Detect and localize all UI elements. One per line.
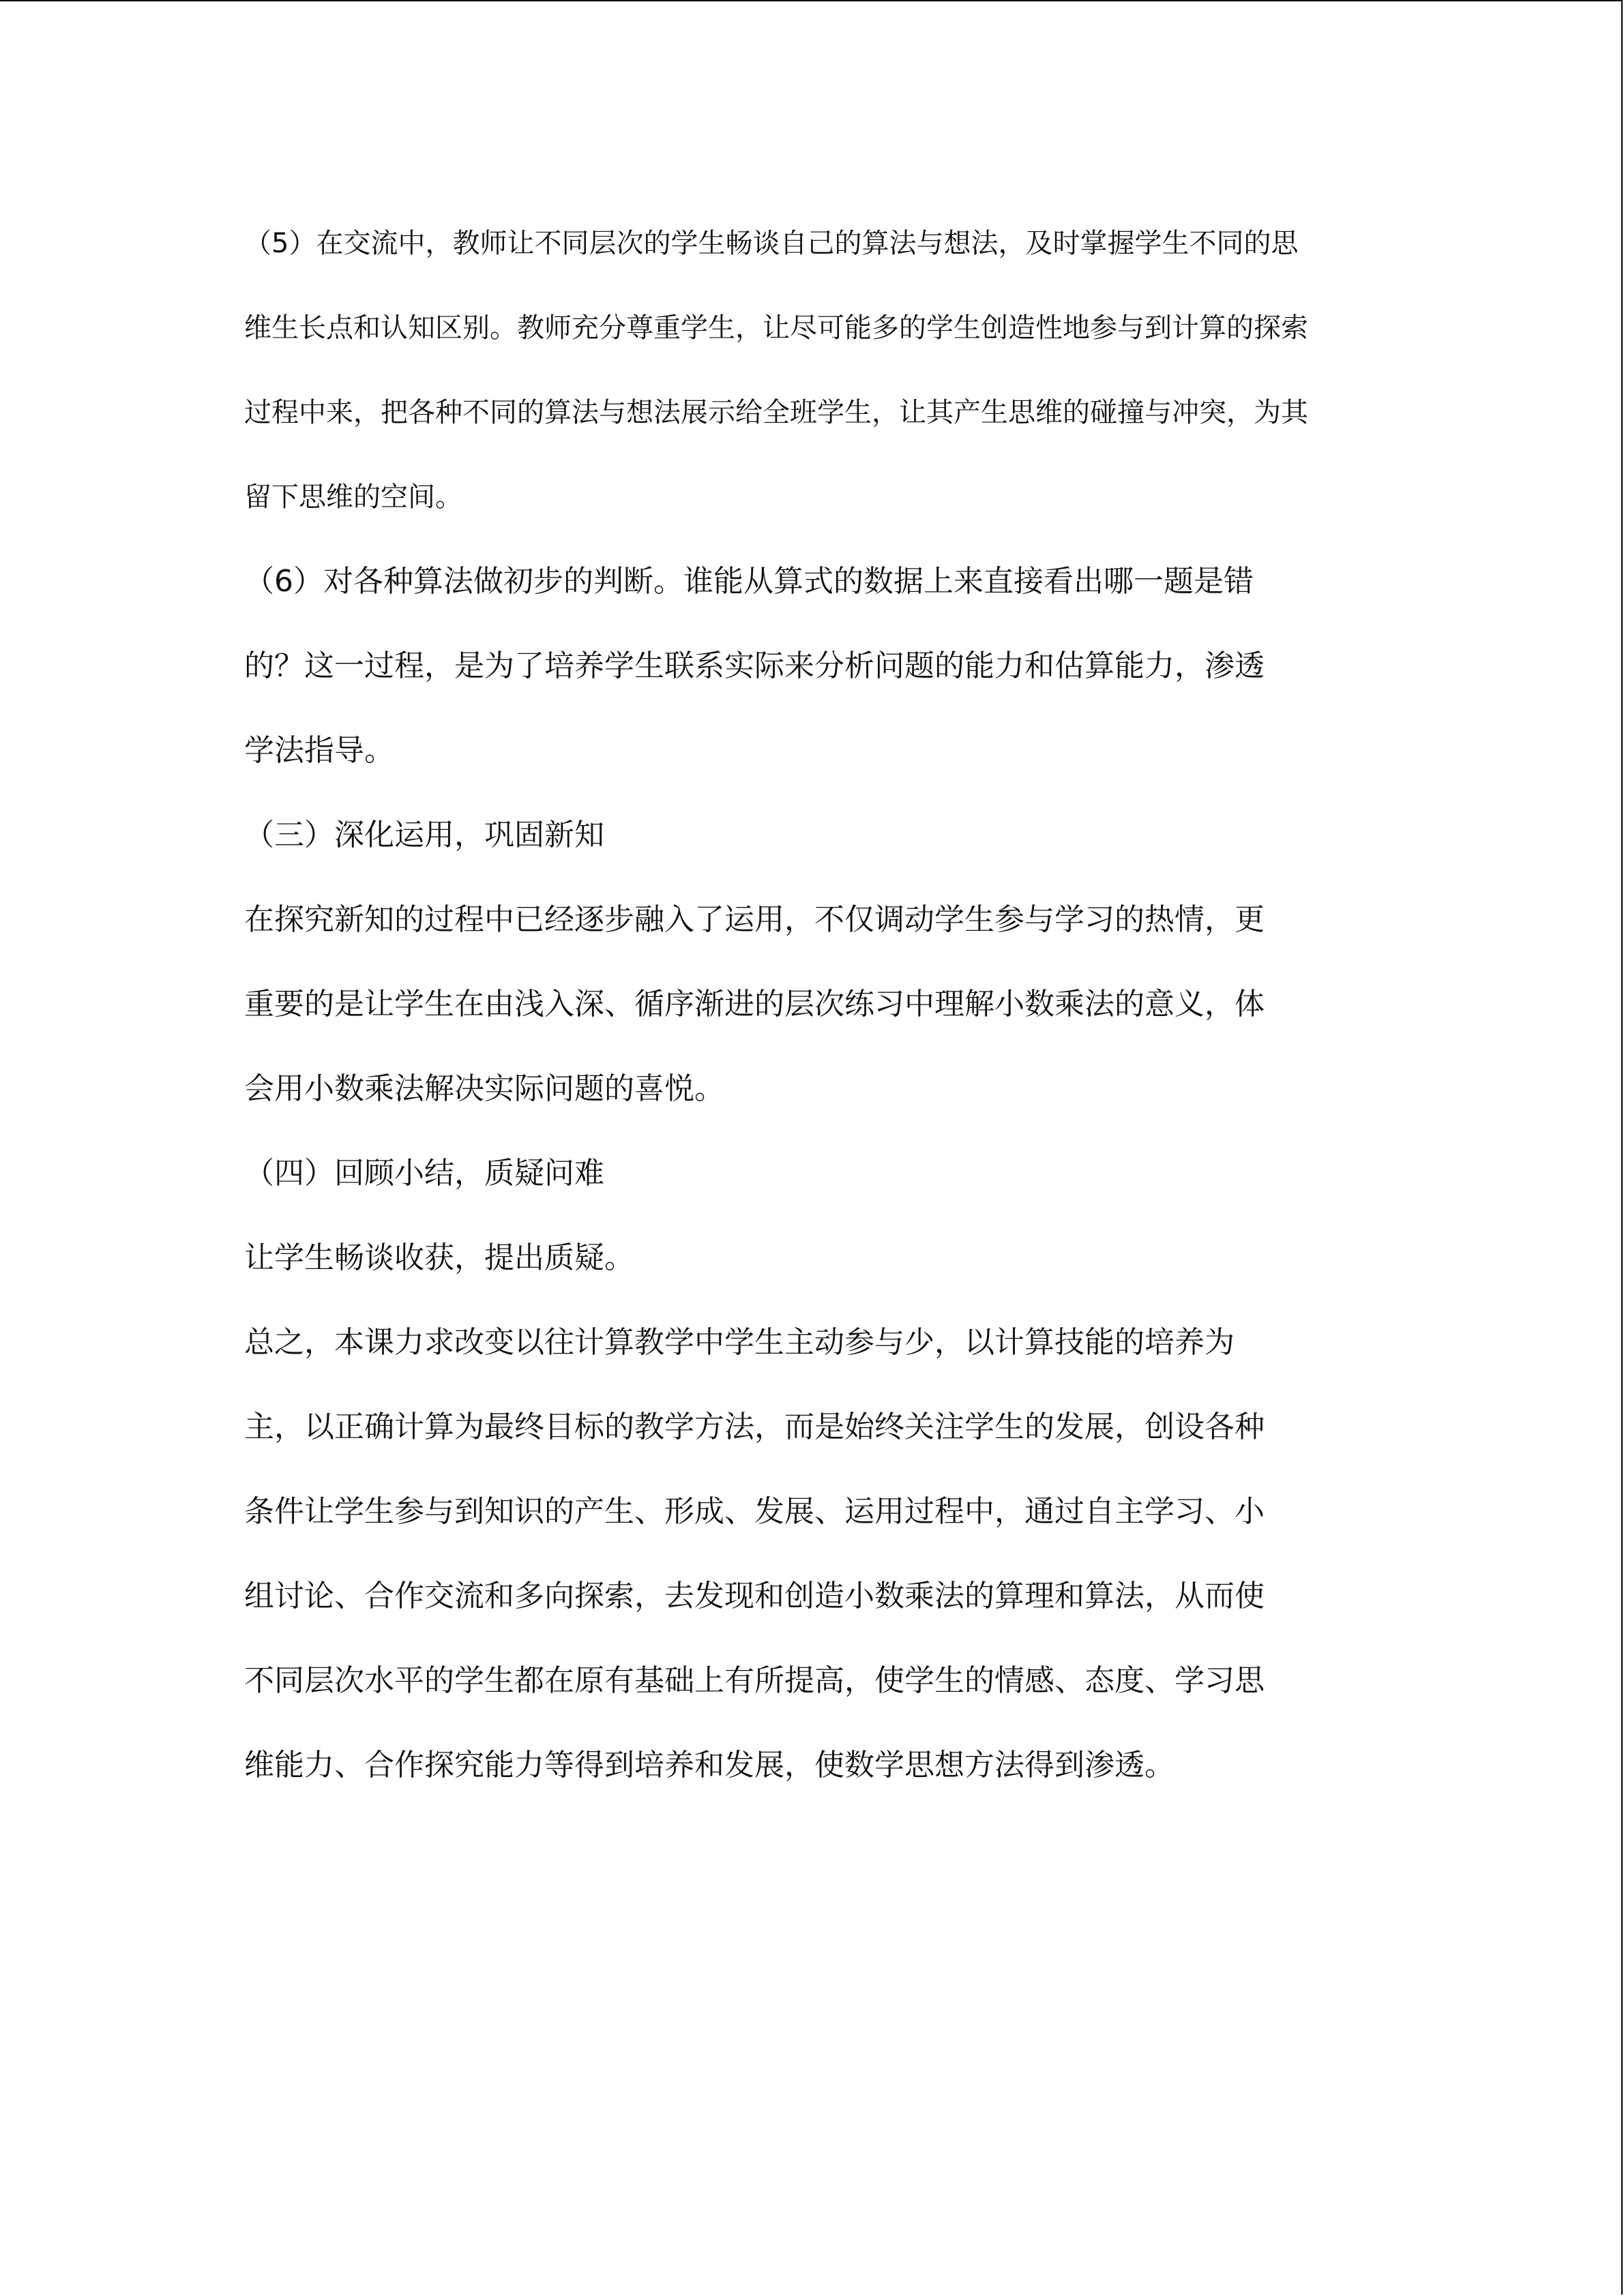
heading-text: （四）回顾小结，质疑问难 [244, 1156, 604, 1191]
text-line: 总之，本课力求改变以往计算教学中学生主动参与少，以计算技能的培养为 [244, 1325, 1235, 1360]
text-line: 会用小数乘法解决实际问题的喜悦。 [244, 1071, 724, 1106]
text-line: 的？这一过程，是为了培养学生联系实际来分析问题的能力和估算能力，渗透 [244, 648, 1265, 683]
paragraph-conclusion [244, 1309, 1370, 1817]
text-line: 留下思维的空间。 [244, 481, 462, 513]
text-line: 维能力、合作探究能力等得到培养和发展，使数学思想方法得到渗透。 [244, 1748, 1175, 1783]
text-line: 维生长点和认知区别。教师充分尊重学生，让尽可能多的学生创造性地参与到计算的探索 [244, 312, 1308, 344]
text-line: 在探究新知的过程中已经逐步融入了运用，不仅调动学生参与学习的热情，更 [244, 902, 1265, 937]
document-body [244, 210, 1370, 1817]
text-line: （6）对各种算法做初步的判断。谁能从算式的数据上来直接看出哪一题是错 [244, 564, 1254, 599]
text-line: 重要的是让学生在由浅入深、循序渐进的层次练习中理解小数乘法的意义，体 [244, 987, 1265, 1022]
text-line: 让学生畅谈收获，提出质疑。 [244, 1240, 634, 1275]
text-line: 学法指导。 [244, 733, 394, 768]
text-line: 主，以正确计算为最终目标的教学方法，而是始终关注学生的发展，创设各种 [244, 1410, 1265, 1444]
heading-text: （三）深化运用，巩固新知 [244, 818, 604, 852]
text-line: 不同层次水平的学生都在原有基础上有所提高，使学生的情感、态度、学习思 [244, 1663, 1265, 1698]
paragraph-step-5 [244, 210, 1370, 548]
section-heading-4 [244, 1140, 1370, 1225]
section-heading-3 [244, 802, 1370, 886]
text-line: 过程中来，把各种不同的算法与想法展示给全班学生，让其产生思维的碰撞与冲突，为其 [244, 397, 1308, 428]
text-line: 条件让学生参与到知识的产生、形成、发展、运用过程中，通过自主学习、小 [244, 1494, 1265, 1529]
paragraph-step-6 [244, 548, 1370, 802]
text-line: 组讨论、合作交流和多向探索，去发现和创造小数乘法的算理和算法，从而使 [244, 1579, 1265, 1613]
paragraph-summary-prompt [244, 1225, 1370, 1309]
text-line: （5）在交流中，教师让不同层次的学生畅谈自己的算法与想法，及时掌握学生不同的思 [244, 228, 1299, 259]
paragraph-application [244, 886, 1370, 1140]
